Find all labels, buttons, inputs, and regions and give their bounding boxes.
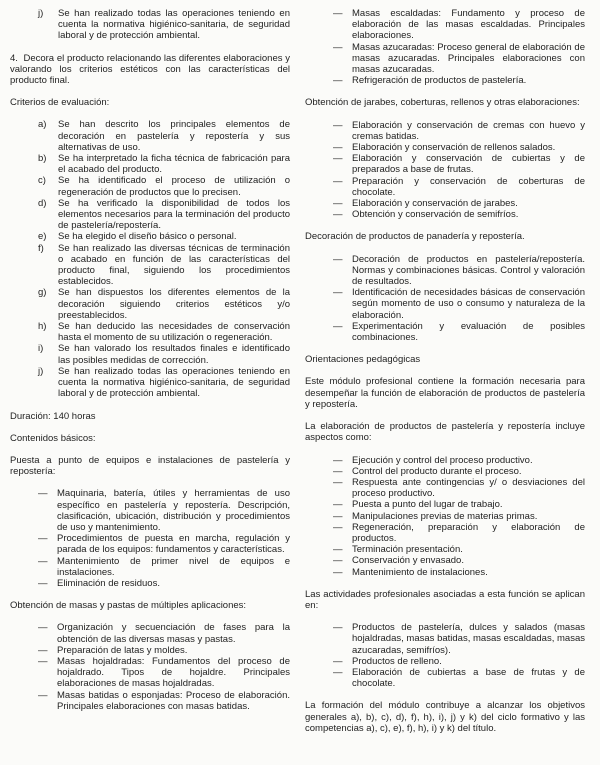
dash-list-item: [10, 690, 290, 712]
dash-list-item: [305, 198, 585, 209]
paragraph-text: 4. Decora el producto relacionando las diferentes elaboraciones y valorando los criterios estéticos con las características del producto final.: [10, 52, 290, 87]
list-item-marker: —: [333, 544, 343, 556]
paragraph-text: Obtención de jarabes, coberturas, rellenos y otras elaboraciones:: [305, 97, 580, 109]
paragraph: [10, 433, 290, 444]
list-item-text: Decoración de productos en pastelería/repostería. Normas y combinaciones básicas. Control y valoración de resultados.: [352, 253, 585, 288]
list-item-text: Control del producto durante el proceso.: [352, 465, 522, 477]
list-item-marker: —: [333, 119, 343, 131]
list-item-marker: —: [333, 454, 343, 466]
list-item-marker: —: [38, 577, 48, 589]
dash-list-item: [305, 455, 585, 466]
list-item-text: Puesta a punto del lugar de trabajo.: [352, 499, 503, 511]
list-item-text: Productos de pastelería, dulces y salados (masas hojaldradas, masas batidas, masas escaldadas, masas azucaradas, semifríos).: [352, 622, 585, 656]
list-item-marker: —: [333, 476, 343, 488]
paragraph-text: Las actividades profesionales asociadas a esta función se aplican en:: [305, 588, 585, 611]
list-item-marker: —: [333, 198, 343, 210]
dash-list-item: [305, 499, 585, 510]
lettered-list-item: [10, 231, 290, 242]
paragraph: [10, 53, 290, 87]
list-item-text: Elaboración y conservación de jarabes.: [352, 198, 518, 210]
paragraph: [305, 97, 585, 108]
list-item-marker: —: [333, 622, 343, 634]
list-item-marker: j): [38, 8, 44, 19]
list-item-text: Elaboración y conservación de cremas con huevo y cremas batidas.: [352, 119, 585, 142]
dash-list-item: [305, 153, 585, 175]
dash-list-item: [10, 622, 290, 644]
list-item-text: Se ha elegido el diseño básico o personal.: [58, 231, 237, 243]
list-item-text: Se han dispuestos los diferentes elementos de la decoración siguiendo criterios estéticos y/o preestablecidos.: [58, 287, 290, 321]
list-item-marker: —: [333, 75, 343, 87]
dash-list-item: [305, 8, 585, 42]
list-item-text: Se ha identificado el proceso de utilización o regeneración de productos que lo precisen.: [58, 175, 290, 198]
paragraph-text: Orientaciones pedagógicas: [305, 354, 421, 366]
lettered-list-item: [10, 8, 290, 42]
list-item-marker: —: [333, 287, 343, 299]
list-item-text: Elaboración y conservación de rellenos salados.: [352, 142, 556, 154]
list-item-text: Se ha verificado la disponibilidad de todos los elementos necesarios para la terminación del producto de pastelería/repostería.: [58, 197, 290, 232]
list-item-marker: h): [38, 321, 47, 333]
list-item-marker: —: [333, 465, 343, 477]
list-item-marker: —: [38, 555, 48, 567]
paragraph: [305, 376, 585, 410]
list-item-marker: a): [38, 119, 47, 131]
list-item-text: Ejecución y control del proceso productivo.: [352, 454, 533, 466]
paragraph: [305, 700, 585, 734]
list-item-marker: g): [38, 287, 47, 299]
paragraph-text: Decoración de productos de panadería y repostería.: [305, 231, 525, 243]
dash-list-item: [305, 42, 585, 76]
list-item-marker: i): [38, 343, 44, 355]
list-item-marker: —: [333, 666, 343, 678]
list-item-text: Preparación de latas y moldes.: [57, 644, 188, 656]
paragraph-text: Contenidos básicos:: [10, 432, 96, 444]
list-item-text: Maquinaria, batería, útiles y herramientas de uso específico en pastelería y repostería. Descripción, clasificación, ubicación, distribución y procedimientos de uso y mantenimiento.: [57, 488, 290, 533]
paragraph: [10, 97, 290, 108]
list-item-marker: b): [38, 153, 47, 165]
paragraph-text: Criterios de evaluación:: [10, 97, 110, 109]
list-item-marker: c): [38, 175, 46, 187]
list-item-marker: —: [333, 41, 343, 53]
list-item-text: Elaboración de cubiertas a base de frutas y de chocolate.: [352, 666, 585, 690]
list-item-marker: —: [333, 320, 343, 332]
list-item-marker: —: [333, 153, 343, 165]
list-item-marker: f): [38, 242, 44, 254]
dash-list-item: [305, 555, 585, 566]
list-item-marker: —: [38, 655, 48, 667]
dash-list-item: [305, 176, 585, 198]
lettered-list-item: [10, 287, 290, 321]
list-item-text: Mantenimiento de primer nivel de equipos e instalaciones.: [57, 555, 290, 578]
lettered-list-item: [10, 198, 290, 232]
list-item-text: Se ha interpretado la ficha técnica de fabricación para el acabado del producto.: [58, 153, 290, 176]
list-item-text: Masas hojaldradas: Fundamentos del proceso de hojaldrado. Tipos de hojaldre. Principales elaboraciones de masas hojaldradas.: [57, 655, 290, 690]
list-item-text: Masas azucaradas: Proceso general de elaboración de masas azucaradas. Principales elaboraciones con masas azucaradas.: [352, 41, 585, 76]
list-item-marker: —: [333, 521, 343, 533]
list-item-text: Productos de relleno.: [352, 655, 442, 667]
list-item-marker: —: [38, 689, 48, 701]
dash-list-item: [10, 556, 290, 578]
paragraph-text: Obtención de masas y pastas de múltiples aplicaciones:: [10, 600, 247, 612]
dash-list-item: [305, 466, 585, 477]
dash-list-item: [305, 567, 585, 578]
lettered-list-item: [10, 343, 290, 365]
list-item-text: Se han realizado las diversas técnicas de terminación o acabado en función de las características del producto final, siguiendo los procedimientos establecidos.: [58, 242, 290, 288]
lettered-list-item: [10, 243, 290, 288]
list-item-text: Obtención y conservación de semifríos.: [352, 209, 519, 221]
list-item-marker: —: [333, 142, 343, 154]
list-item-text: Procedimientos de puesta en marcha, regulación y parada de los equipos: fundamentos y características.: [57, 533, 290, 556]
dash-list-item: [305, 209, 585, 220]
list-item-text: Refrigeración de productos de pastelería.: [352, 75, 527, 87]
list-item-marker: —: [333, 566, 343, 578]
paragraph: [10, 411, 290, 422]
dash-list-item: [10, 656, 290, 690]
dash-list-item: [305, 75, 585, 86]
list-item-marker: —: [38, 488, 48, 500]
lettered-list-item: [10, 119, 290, 153]
list-item-text: Respuesta ante contingencias y/ o desviaciones del proceso productivo.: [352, 476, 585, 500]
lettered-list-item: [10, 366, 290, 400]
list-item-marker: —: [38, 533, 48, 545]
list-item-marker: —: [333, 555, 343, 567]
paragraph: [10, 600, 290, 611]
paragraph: [305, 231, 585, 242]
list-item-text: Masas batidas o esponjadas: Proceso de elaboración. Principales elaboraciones con masas batidas.: [57, 689, 290, 712]
lettered-list-item: [10, 153, 290, 175]
list-item-text: Manipulaciones previas de materias primas.: [352, 510, 538, 522]
list-item-marker: —: [333, 253, 343, 265]
dash-list-item: [305, 120, 585, 142]
list-item-marker: e): [38, 231, 47, 243]
list-item-marker: —: [38, 644, 48, 656]
list-item-marker: —: [333, 8, 343, 19]
list-item-text: Conservación y envasado.: [352, 555, 464, 567]
list-item-marker: —: [333, 209, 343, 221]
list-item-text: Se han descrito los principales elementos de decoración en pastelería y repostería y sus alternativas de uso.: [58, 119, 290, 153]
list-item-marker: —: [333, 655, 343, 667]
paragraph: [10, 455, 290, 477]
list-item-text: Identificación de necesidades básicas de conservación según momento de uso o consumo y naturaleza de la elaboración.: [352, 287, 585, 321]
list-item-text: Regeneración, preparación y elaboración de productos.: [352, 521, 585, 544]
dash-list-item: [10, 533, 290, 555]
dash-list-item: [305, 511, 585, 522]
dash-list-item: [305, 544, 585, 555]
list-item-text: Se han valorado los resultados finales e identificado las posibles medidas de corrección.: [58, 343, 290, 366]
right-column: [305, 8, 585, 734]
list-item-text: Se han realizado todas las operaciones teniendo en cuenta la normativa higiénico-sanitaria, de seguridad laboral y de protección ambiental.: [58, 365, 290, 400]
dash-list-item: [305, 321, 585, 343]
list-item-text: Masas escaldadas: Fundamento y proceso de elaboración de las masas escaldadas. Principales elaboraciones.: [352, 8, 585, 42]
dash-list-item: [305, 622, 585, 656]
list-item-text: Se han realizado todas las operaciones teniendo en cuenta la normativa higiénico-sanitaria, de seguridad laboral y de protección ambiental.: [58, 8, 290, 42]
paragraph-text: Puesta a punto de equipos e instalaciones de pastelería y repostería:: [10, 454, 290, 478]
list-item-text: Mantenimiento de instalaciones.: [352, 566, 488, 578]
paragraph: [305, 354, 585, 365]
left-column: [10, 8, 290, 734]
list-item-marker: —: [38, 622, 48, 634]
list-item-text: Se han deducido las necesidades de conservación hasta el momento de su utilización o regeneración.: [58, 321, 290, 344]
list-item-text: Terminación presentación.: [352, 544, 463, 556]
list-item-marker: —: [333, 510, 343, 522]
dash-list-item: [305, 287, 585, 321]
paragraph-text: Este módulo profesional contiene la formación necesaria para desempeñar la función de elaboración de productos de pastelería y repostería.: [305, 376, 585, 410]
dash-list-item: [10, 645, 290, 656]
paragraph: [305, 421, 585, 443]
lettered-list-item: [10, 321, 290, 343]
dash-list-item: [305, 254, 585, 288]
dash-list-item: [305, 522, 585, 544]
dash-list-item: [305, 477, 585, 499]
list-item-text: Eliminación de residuos.: [57, 577, 160, 589]
list-item-text: Preparación y conservación de coberturas de chocolate.: [352, 175, 585, 198]
paragraph-text: La elaboración de productos de pastelería y repostería incluye aspectos como:: [305, 421, 585, 444]
list-item-marker: j): [38, 365, 44, 377]
list-item-marker: d): [38, 197, 47, 209]
dash-list-item: [10, 488, 290, 533]
dash-list-item: [305, 656, 585, 667]
paragraph-text: Duración: 140 horas: [10, 410, 96, 422]
dash-list-item: [305, 142, 585, 153]
dash-list-item: [10, 578, 290, 589]
dash-list-item: [305, 667, 585, 689]
list-item-text: Organización y secuenciación de fases para la obtención de las diversas masas y pastas.: [57, 622, 290, 645]
list-item-text: Elaboración y conservación de cubiertas y de preparados a base de frutas.: [352, 153, 585, 176]
list-item-text: Experimentación y evaluación de posibles combinaciones.: [352, 320, 585, 344]
list-item-marker: —: [333, 499, 343, 511]
list-item-marker: —: [333, 175, 343, 187]
lettered-list-item: [10, 175, 290, 197]
paragraph-text: La formación del módulo contribuye a alcanzar los objetivos generales a), b), c), d), f), h), i), j) y k) del ciclo formativo y las competencias a), c), e), f), h), i) y k) del título.: [305, 700, 585, 734]
paragraph: [305, 589, 585, 611]
